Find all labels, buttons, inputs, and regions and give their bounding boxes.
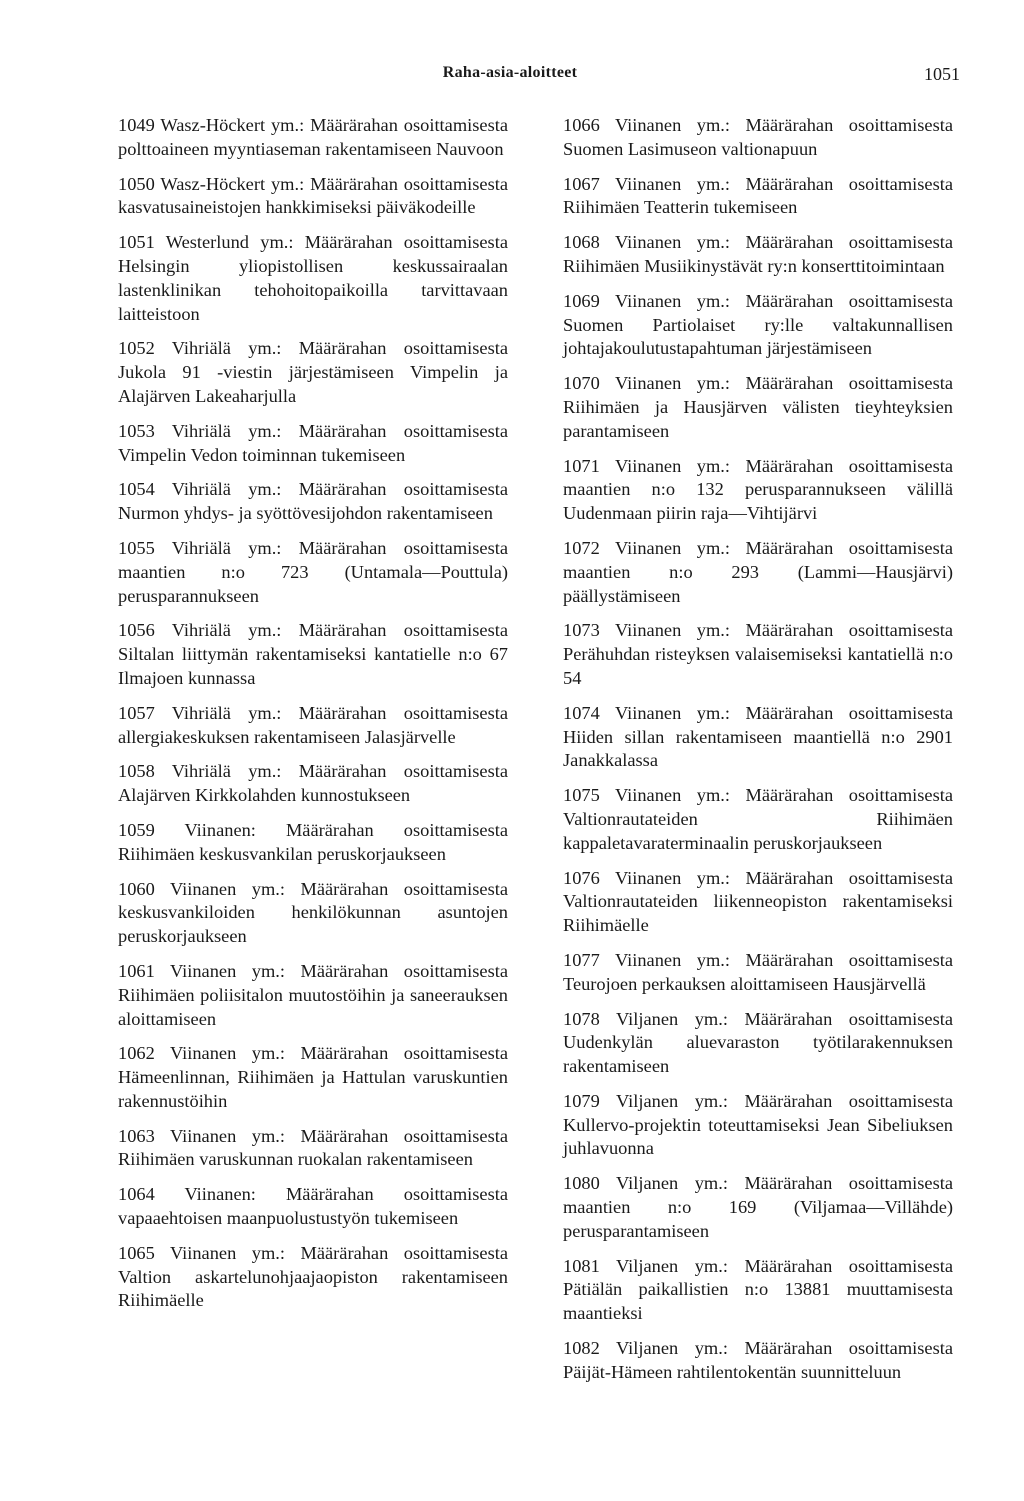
left-column <box>118 114 508 1324</box>
motion-entry-1073: 1073 Viinanen ym.: Määrärahan osoittamisesta Perähuhdan risteyksen valaisemiseksi kantatiellä n:o 54 <box>563 620 953 688</box>
motion-entry-1080: 1080 Viljanen ym.: Määrärahan osoittamisesta maantien n:o 169 (Viljamaa—Villähde) perusparantamiseen <box>563 1173 953 1241</box>
motion-entry-1078: 1078 Viljanen ym.: Määrärahan osoittamisesta Uudenkylän aluevaraston työtilarakennuksen rakentamiseen <box>563 1008 953 1077</box>
motion-entry-1049: 1049 Wasz-Höckert ym.: Määrärahan osoittamisesta polttoaineen myyntiaseman rakentamiseen Nauvoon <box>118 115 508 159</box>
motion-entry-1056: 1056 Vihriälä ym.: Määrärahan osoittamisesta Siltalan liittymän rakentamiseksi kantatielle n:o 67 Ilmajoen kunnassa <box>118 620 508 688</box>
motion-entry-1074: 1074 Viinanen ym.: Määrärahan osoittamisesta Hiiden sillan rakentamiseen maantiellä n:o 2901 Janakkalassa <box>563 702 953 771</box>
motion-entry-1055: 1055 Vihriälä ym.: Määrärahan osoittamisesta maantien n:o 723 (Untamala—Pouttula) perusparannukseen <box>118 537 508 606</box>
motion-entry-1062: 1062 Viinanen ym.: Määrärahan osoittamisesta Hämeenlinnan, Riihimäen ja Hattulan varuskuntien rakennustöihin <box>118 1043 508 1111</box>
motion-entry-1079: 1079 Viljanen ym.: Määrärahan osoittamisesta Kullervo-projektin toteuttamiseksi Jean Sibeliuksen juhlavuonna <box>563 1090 953 1159</box>
running-header-title: Raha-asia-aloitteet <box>442 64 578 81</box>
page-header <box>0 60 1024 90</box>
motion-entry-1070: 1070 Viinanen ym.: Määrärahan osoittamisesta Riihimäen ja Hausjärven välisten tieyhteyksien parantamiseen <box>563 373 953 441</box>
motion-entry-1072: 1072 Viinanen ym.: Määrärahan osoittamisesta maantien n:o 293 (Lammi—Hausjärvi) päällystämiseen <box>563 537 953 606</box>
motion-entry-1059: 1059 Viinanen: Määrärahan osoittamisesta Riihimäen keskusvankilan peruskorjaukseen <box>118 819 508 864</box>
motion-entry-1082: 1082 Viljanen ym.: Määrärahan osoittamisesta Päijät-Hämeen rahtilentokentän suunnitteluun <box>563 1338 953 1382</box>
motion-entry-1054: 1054 Vihriälä ym.: Määrärahan osoittamisesta Nurmon yhdys- ja syöttövesijohdon rakentamiseen <box>118 479 508 524</box>
motion-entry-1061: 1061 Viinanen ym.: Määrärahan osoittamisesta Riihimäen poliisitalon muutostöihin ja saneerauksen aloittamiseen <box>118 960 508 1029</box>
motion-entry-1065: 1065 Viinanen ym.: Määrärahan osoittamisesta Valtion askartelunohjaajaopiston rakentamiseen Riihimäelle <box>118 1242 508 1311</box>
motion-entry-1060: 1060 Viinanen ym.: Määrärahan osoittamisesta keskusvankiloiden henkilökunnan asuntojen peruskorjaukseen <box>118 878 508 947</box>
motion-entry-1068: 1068 Viinanen ym.: Määrärahan osoittamisesta Riihimäen Musiikinystävät ry:n konserttitoimintaan <box>563 232 953 276</box>
motion-entry-1076: 1076 Viinanen ym.: Määrärahan osoittamisesta Valtionrautateiden liikenneopiston rakentamiseksi Riihimäelle <box>563 867 953 936</box>
motion-entry-1050: 1050 Wasz-Höckert ym.: Määrärahan osoittamisesta kasvatusaineistojen hankkimiseksi päiväkodeille <box>118 173 508 218</box>
motion-entry-1081: 1081 Viljanen ym.: Määrärahan osoittamisesta Pätiälän paikallistien n:o 13881 muuttamisesta maantieksi <box>563 1255 953 1324</box>
motion-entry-1058: 1058 Vihriälä ym.: Määrärahan osoittamisesta Alajärven Kirkkolahden kunnostukseen <box>118 761 508 806</box>
motion-entry-1052: 1052 Vihriälä ym.: Määrärahan osoittamisesta Jukola 91 -viestin järjestämiseen Vimpelin ja Alajärven Lakeaharjulla <box>118 338 508 406</box>
motion-entry-1066: 1066 Viinanen ym.: Määrärahan osoittamisesta Suomen Lasimuseon valtionapuun <box>563 115 953 159</box>
motion-entry-1051: 1051 Westerlund ym.: Määrärahan osoittamisesta Helsingin yliopistollisen keskussairaalan lastenklinikan tehohoitopaikoilla tarvittavaan laitteistoon <box>118 232 508 324</box>
motion-entry-1053: 1053 Vihriälä ym.: Määrärahan osoittamisesta Vimpelin Vedon toiminnan tukemiseen <box>118 420 508 465</box>
motion-entry-1069: 1069 Viinanen ym.: Määrärahan osoittamisesta Suomen Partiolaiset ry:lle valtakunnallisen johtajakoulutustapahtuman järjestämiseen <box>563 290 953 359</box>
right-column <box>563 114 953 1396</box>
motion-entry-1067: 1067 Viinanen ym.: Määrärahan osoittamisesta Riihimäen Teatterin tukemiseen <box>563 173 953 218</box>
page-number: 1051 <box>924 64 960 84</box>
motion-entry-1075: 1075 Viinanen ym.: Määrärahan osoittamisesta Valtionrautateiden Riihimäen kappaletavaraterminaalin peruskorjaukseen <box>563 785 953 853</box>
motion-entry-1064: 1064 Viinanen: Määrärahan osoittamisesta vapaaehtoisen maanpuolustustyön tukemiseen <box>118 1184 508 1229</box>
motion-entry-1071: 1071 Viinanen ym.: Määrärahan osoittamisesta maantien n:o 132 perusparannukseen välillä Uudenmaan piirin raja—Vihtijärvi <box>563 455 953 524</box>
motion-entry-1077: 1077 Viinanen ym.: Määrärahan osoittamisesta Teurojoen perkauksen aloittamiseen Hausjärvellä <box>563 949 953 994</box>
motion-entry-1063: 1063 Viinanen ym.: Määrärahan osoittamisesta Riihimäen varuskunnan ruokalan rakentamiseen <box>118 1125 508 1170</box>
motion-entry-1057: 1057 Vihriälä ym.: Määrärahan osoittamisesta allergiakeskuksen rakentamiseen Jalasjärvelle <box>118 702 508 747</box>
